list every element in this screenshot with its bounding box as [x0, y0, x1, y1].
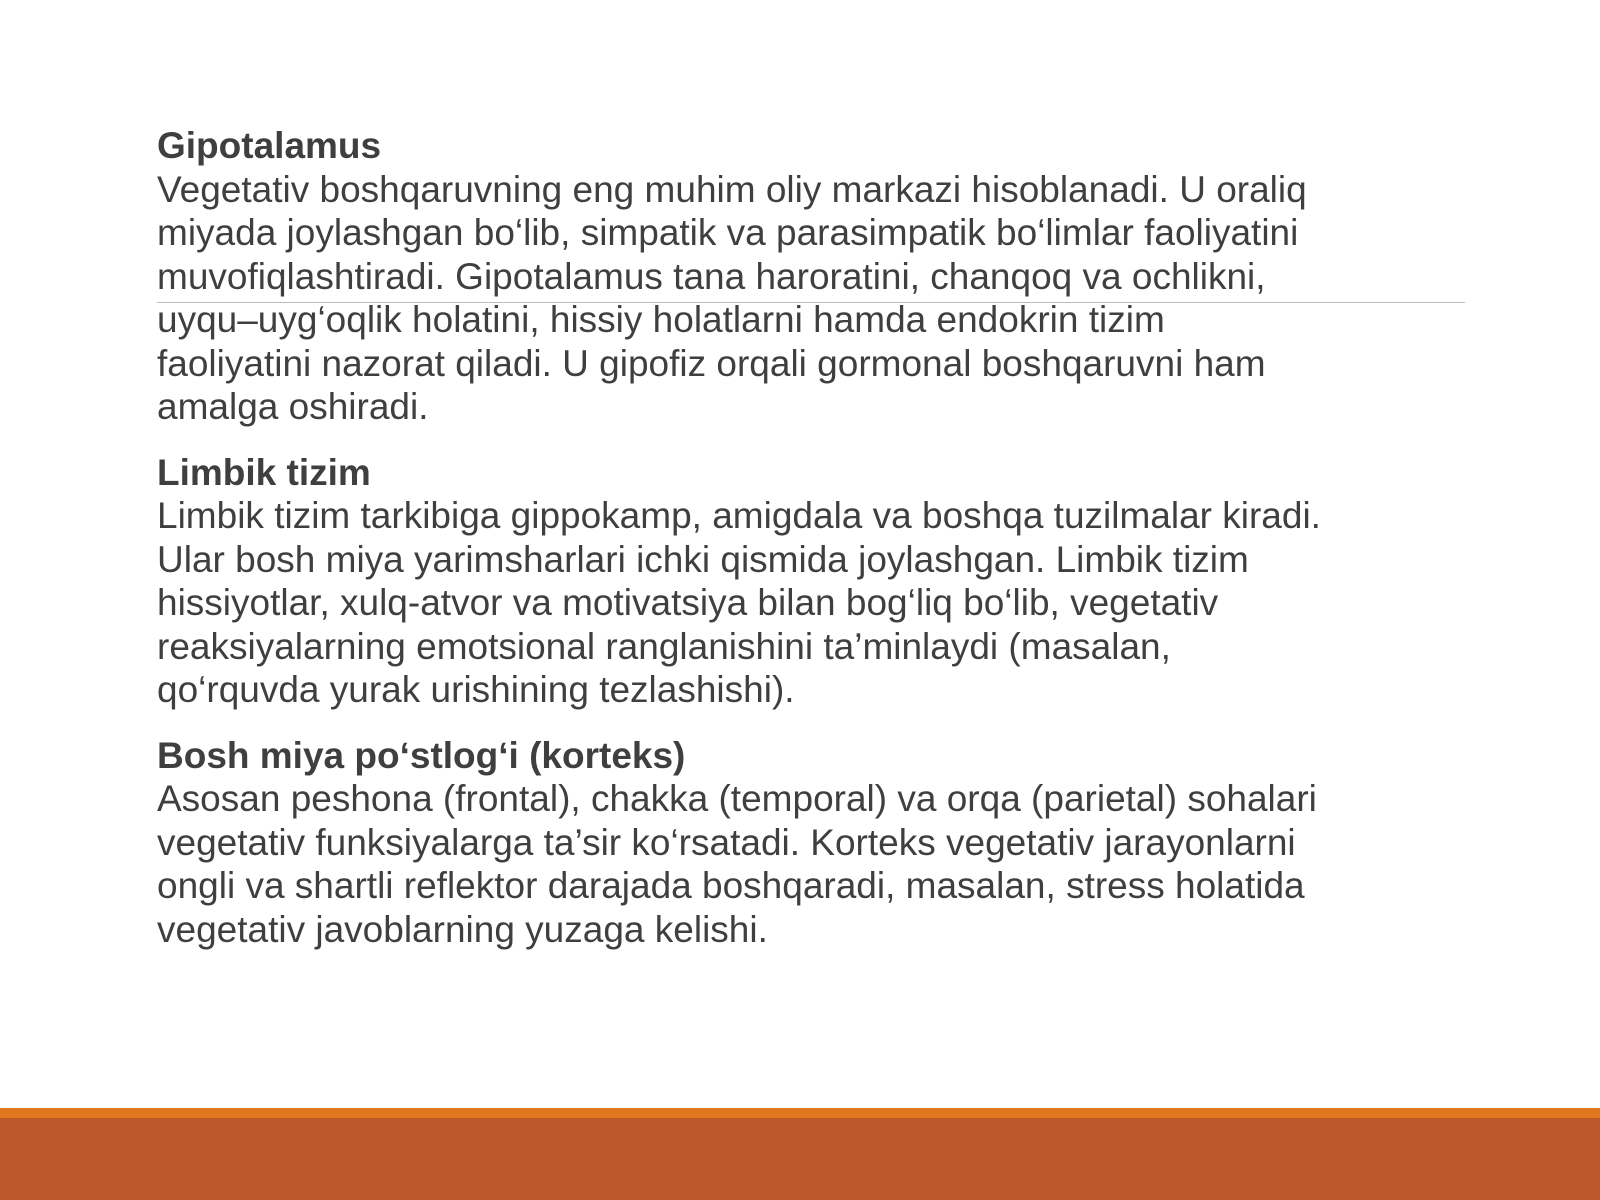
paragraph-line: muvofiqlashtiradi. Gipotalamus tana haroratini, chanqoq va ochlikni,: [157, 255, 1266, 297]
paragraph-line: Limbik tizim tarkibiga gippokamp, amigdala va boshqa tuzilmalar kiradi.: [157, 495, 1321, 536]
paragraph-line: Asosan peshona (frontal), chakka (temporal) va orqa (parietal) sohalari: [157, 778, 1317, 819]
paragraph-line: Ular bosh miya yarimsharlari ichki qismida joylashgan. Limbik tizim: [157, 538, 1249, 580]
paragraph-line: miyada joylashgan bo‘lib, simpatik va parasimpatik bo‘limlar faoliyatini: [157, 212, 1299, 253]
section-heading: Bosh miya po‘stlog‘i (korteks): [157, 734, 686, 776]
paragraph-line: vegetativ javoblarning yuzaga kelishi.: [157, 908, 768, 950]
section-heading: Limbik tizim: [157, 451, 371, 493]
paragraph-line: reaksiyalarning emotsional ranglanishini ta’minlaydi (masalan,: [157, 625, 1171, 667]
slide-body: [157, 124, 1457, 973]
paragraph-line: uyqu–uyg‘oqlik holatini, hissiy holatlarni hamda endokrin tizim: [157, 299, 1165, 340]
section-korteks: [157, 734, 1457, 952]
paragraph-line: hissiyotlar, xulq-atvor va motivatsiya bilan bog‘liq bo‘lib, vegetativ: [157, 582, 1219, 623]
paragraph-line: qo‘rquvda yurak urishining tezlashishi).: [157, 669, 795, 710]
footer-bar: [0, 1108, 1600, 1200]
paragraph-line: amalga oshiradi.: [157, 386, 429, 427]
paragraph-line: faoliyatini nazorat qiladi. U gipofiz orqali gormonal boshqaruvni ham: [157, 342, 1266, 384]
paragraph-line: vegetativ funksiyalarga ta’sir ko‘rsatadi. Korteks vegetativ jarayonlarni: [157, 821, 1296, 863]
section-limbik-tizim: [157, 451, 1457, 712]
footer-bar-accent: [0, 1108, 1600, 1118]
section-heading: Gipotalamus: [157, 125, 382, 166]
paragraph-line: ongli va shartli reflektor darajada boshqaradi, masalan, stress holatida: [157, 865, 1305, 906]
section-gipotalamus: [157, 124, 1457, 429]
paragraph-line: Vegetativ boshqaruvning eng muhim oliy markazi hisoblanadi. U oraliq: [157, 168, 1307, 210]
horizontal-divider: [157, 302, 1465, 303]
